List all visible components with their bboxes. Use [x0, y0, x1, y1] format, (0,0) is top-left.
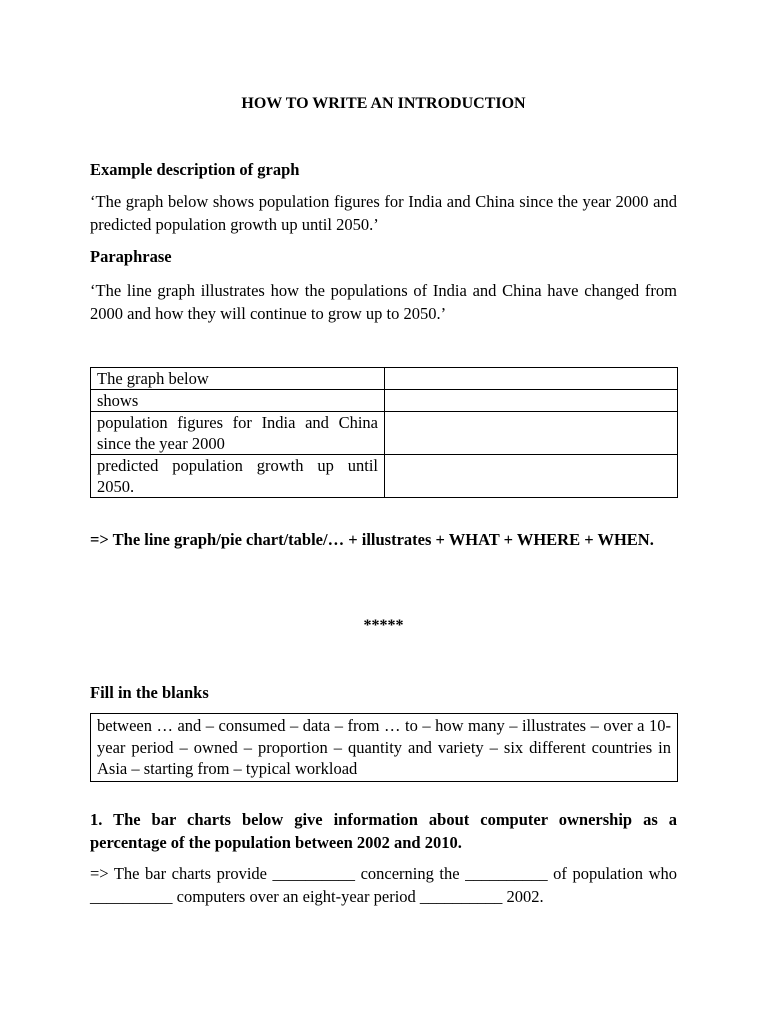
table-cell-original: population figures for India and China since the year 2000	[91, 412, 385, 455]
table-cell-original: predicted population growth up until 2050.	[91, 455, 385, 498]
document-page	[90, 0, 677, 1024]
fill-blanks-heading: Fill in the blanks	[90, 683, 209, 702]
table-row	[91, 368, 678, 390]
table-cell-paraphrase	[385, 390, 678, 412]
paraphrase-heading: Paraphrase	[90, 247, 172, 266]
page-title: HOW TO WRITE AN INTRODUCTION	[241, 95, 526, 112]
table-cell-paraphrase	[385, 455, 678, 498]
table-row	[91, 412, 678, 455]
table-cell-paraphrase	[385, 368, 678, 390]
example-text: ‘The graph below shows population figures for India and China since the year 2000 and predicted population growth up until 2050.’	[90, 192, 677, 234]
table-cell-paraphrase	[385, 412, 678, 455]
table-row	[91, 390, 678, 412]
exercise-1-prompt: 1. The bar charts below give information about computer ownership as a percentage of the population between 2002 and 2010.	[90, 810, 677, 852]
table-row	[91, 455, 678, 498]
table-cell-original: shows	[91, 390, 385, 412]
exercise-1-answer-line: => The bar charts provide __________ concerning the __________ of population who __________ computers over an eight-year period __________ 2002.	[90, 864, 677, 906]
paraphrase-mapping-table	[90, 367, 678, 498]
table-cell-original: The graph below	[91, 368, 385, 390]
intro-formula: => The line graph/pie chart/table/… + illustrates + WHAT + WHERE + WHEN.	[90, 530, 654, 549]
section-separator: *****	[363, 617, 404, 634]
example-heading: Example description of graph	[90, 160, 300, 179]
word-bank-box: between … and – consumed – data – from … to – how many – illustrates – over a 10-year period – owned – proportion – quantity and variety – six different countries in Asia – starting from – typical workload	[90, 713, 678, 782]
paraphrase-text: ‘The line graph illustrates how the populations of India and China have changed from 2000 and how they will continue to grow up to 2050.’	[90, 281, 677, 323]
